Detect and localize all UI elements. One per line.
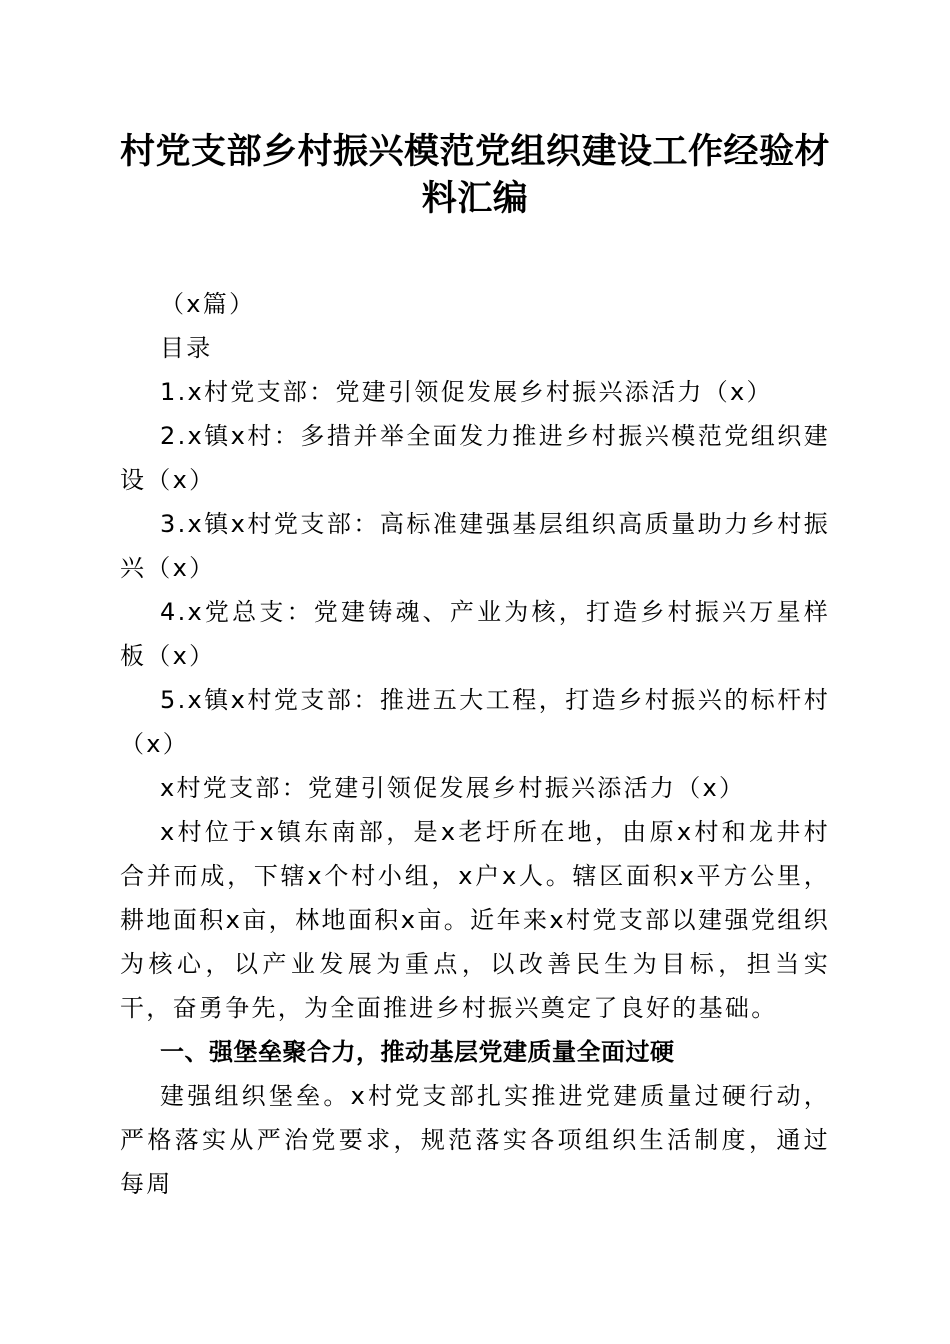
toc-heading: 目录 bbox=[160, 334, 213, 362]
document-body bbox=[120, 282, 830, 1206]
toc-item: 2.x镇x村：多措并举全面发力推进乡村振兴模范党组织建设（x） bbox=[120, 422, 830, 494]
toc-item: 4.x党总支：党建铸魂、产业为核，打造乡村振兴万星样板（x） bbox=[120, 598, 830, 670]
document-page bbox=[120, 0, 830, 1344]
section-heading: 一、强堡垒聚合力，推动基层党建质量全面过硬 bbox=[160, 1038, 675, 1066]
toc-item: 5.x镇x村党支部：推进五大工程，打造乡村振兴的标杆村（x） bbox=[120, 686, 830, 758]
toc-item: 3.x镇x村党支部：高标准建强基层组织高质量助力乡村振兴（x） bbox=[120, 510, 830, 582]
toc-item: 1.x村党支部：党建引领促发展乡村振兴添活力（x） bbox=[160, 378, 773, 406]
section-paragraph: 建强组织堡垒。x村党支部扎实推进党建质量过硬行动，严格落实从严治党要求，规范落实各项组织生活制度，通过每周 bbox=[120, 1082, 830, 1198]
intro-paragraph: x村位于x镇东南部，是x老圩所在地，由原x村和龙井村合并而成，下辖x个村小组，x户x人。辖区面积x平方公里，耕地面积x亩，林地面积x亩。近年来x村党支部以建强党组织为核心，以产业发展为重点，以改善民生为目标，担当实干，奋勇争先，为全面推进乡村振兴奠定了良好的基础。 bbox=[120, 818, 830, 1022]
count-note: （x篇） bbox=[160, 290, 256, 318]
document-title: 村党支部乡村振兴模范党组织建设工作经验材料汇编 bbox=[120, 131, 831, 219]
article-title: x村党支部：党建引领促发展乡村振兴添活力（x） bbox=[160, 774, 746, 802]
